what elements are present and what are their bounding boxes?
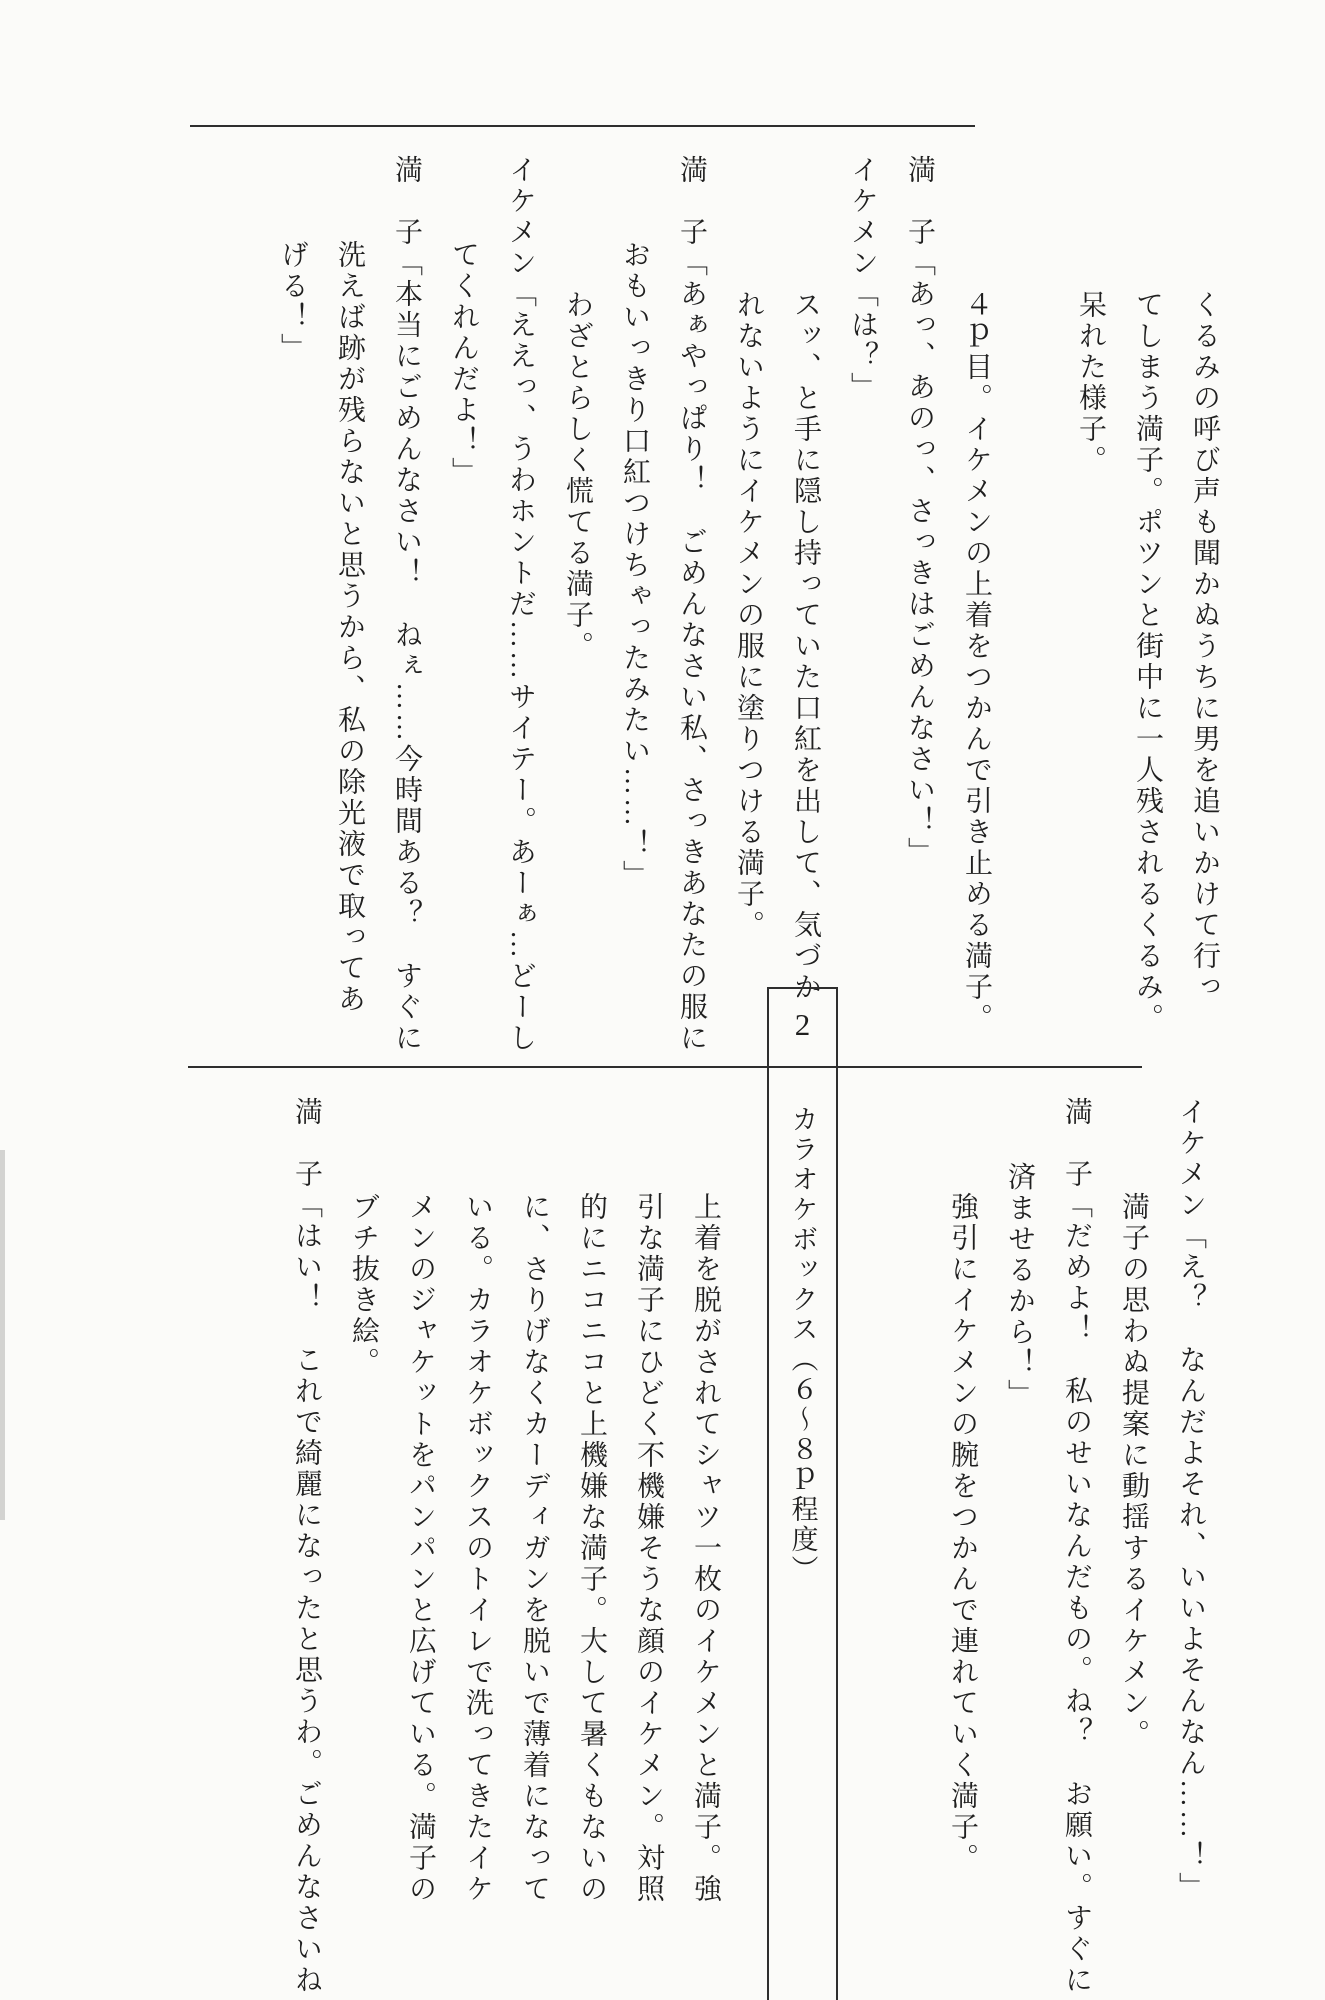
script-line: わざとらしく慌てる満子。 [562,290,593,662]
script-column [576,1097,606,2000]
script-line: 満 子「だめよ！ 私のせいなんだもの。ね？ お願い。すぐに [1061,1097,1092,1996]
script-line: 引な満子にひどく不機嫌そうな顔のイケメン。対照 [633,1192,664,1905]
scan-edge-artifact [0,1150,5,1520]
script-line: イケメン「は？」 [847,155,878,403]
script-column [961,155,991,1060]
script-line: 洗えば跡が残らないと思うから、私の除光液で取ってあ [334,240,365,1015]
script-line: 満 子「本当にごめんなさい！ ねぇ……今時間ある？ すぐに [391,155,422,1054]
script-column [405,1097,435,2000]
script-column [1175,1097,1205,2000]
script-line: おもいっきり口紅つけちゃったみたい……！」 [619,240,650,891]
script-column [1018,155,1048,1060]
script-column [1189,155,1219,1060]
script-line: 満子の思わぬ提案に動揺するイケメン。 [1118,1192,1149,1750]
script-column [348,1097,378,2000]
script-column [733,155,763,1060]
script-column [1118,1097,1148,2000]
script-column [1132,155,1162,1060]
script-column [1061,1097,1091,2000]
script-line: 強引にイケメンの腕をつかんで連れていく満子。 [947,1192,978,1874]
script-line: 上着を脱がされてシャツ一枚のイケメンと満子。強 [690,1192,721,1905]
script-line: 済ませるから！」 [1004,1162,1035,1410]
script-line: に、さりげなくカーディガンを脱いで薄着になって [519,1192,550,1905]
script-column [519,1097,549,2000]
script-column [448,155,478,1060]
script-column [633,1097,663,2000]
scene-karaoke-section-left [264,1097,720,2000]
scene-street-section [250,155,1219,1060]
script-line: イケメン「え？ なんだよそれ、いいよそんなん……！」 [1175,1097,1206,1903]
script-column [291,1097,321,2000]
script-line: 呆れた様子。 [1075,290,1106,476]
script-line: メンのジャケットをパンパンと広げている。満子の [405,1192,436,1905]
script-line: スッ、と手に隠し持っていた口紅を出して、気づか [790,290,821,1003]
script-line: 満 子「はい！ これで綺麗になったと思うわ。ごめんなさいね [291,1097,322,1996]
script-line: ブチ抜き絵。 [348,1192,379,1378]
script-column [947,1097,977,2000]
script-column [562,155,592,1060]
script-line: ４ｐ目。イケメンの上着をつかんで引き止める満子。 [961,290,992,1034]
script-column [1075,155,1105,1060]
script-column [462,1097,492,2000]
script-column [277,155,307,1060]
script-line: いる。カラオケボックスのトイレで洗ってきたイケ [462,1192,493,1905]
section-divider-rule [188,1066,1142,1068]
script-line: げる！」 [277,240,308,364]
script-column [619,155,649,1060]
script-column [790,155,820,1060]
script-line: 的にニコニコと上機嫌な満子。大して暑くもないの [576,1192,607,1905]
script-column [847,155,877,1060]
script-line: れないようにイケメンの服に塗りつける満子。 [733,290,764,941]
script-line: てしまう満子。ポツンと街中に一人残されるくるみ。 [1132,290,1163,1034]
script-line: てくれんだよ！」 [448,240,479,488]
scene-heading: カラオケボックス（６～８ｐ程度） [787,1105,818,1585]
script-line: イケメン「ええっ、うわホントだ……サイテー。あーぁ…どーし [505,155,536,1054]
script-line: くるみの呼び声も聞かぬうちに男を追いかけて行っ [1189,290,1220,1003]
script-column [690,1097,720,2000]
script-line: 満 子「あっ、あのっ、さっきはごめんなさい！」 [904,155,935,868]
scene-heading-strip [767,987,838,2000]
script-column [334,155,364,1060]
script-column [505,155,535,1060]
script-line: 満 子「あぁやっぱり！ ごめんなさい私、さっきあなたの服に [676,155,707,1054]
scene-karaoke-section-right [920,1097,1205,2000]
script-column [391,155,421,1060]
page-number: 2 [794,1007,811,1042]
top-rule [190,125,975,127]
script-column [676,155,706,1060]
script-column [904,155,934,1060]
script-column [1004,1097,1034,2000]
